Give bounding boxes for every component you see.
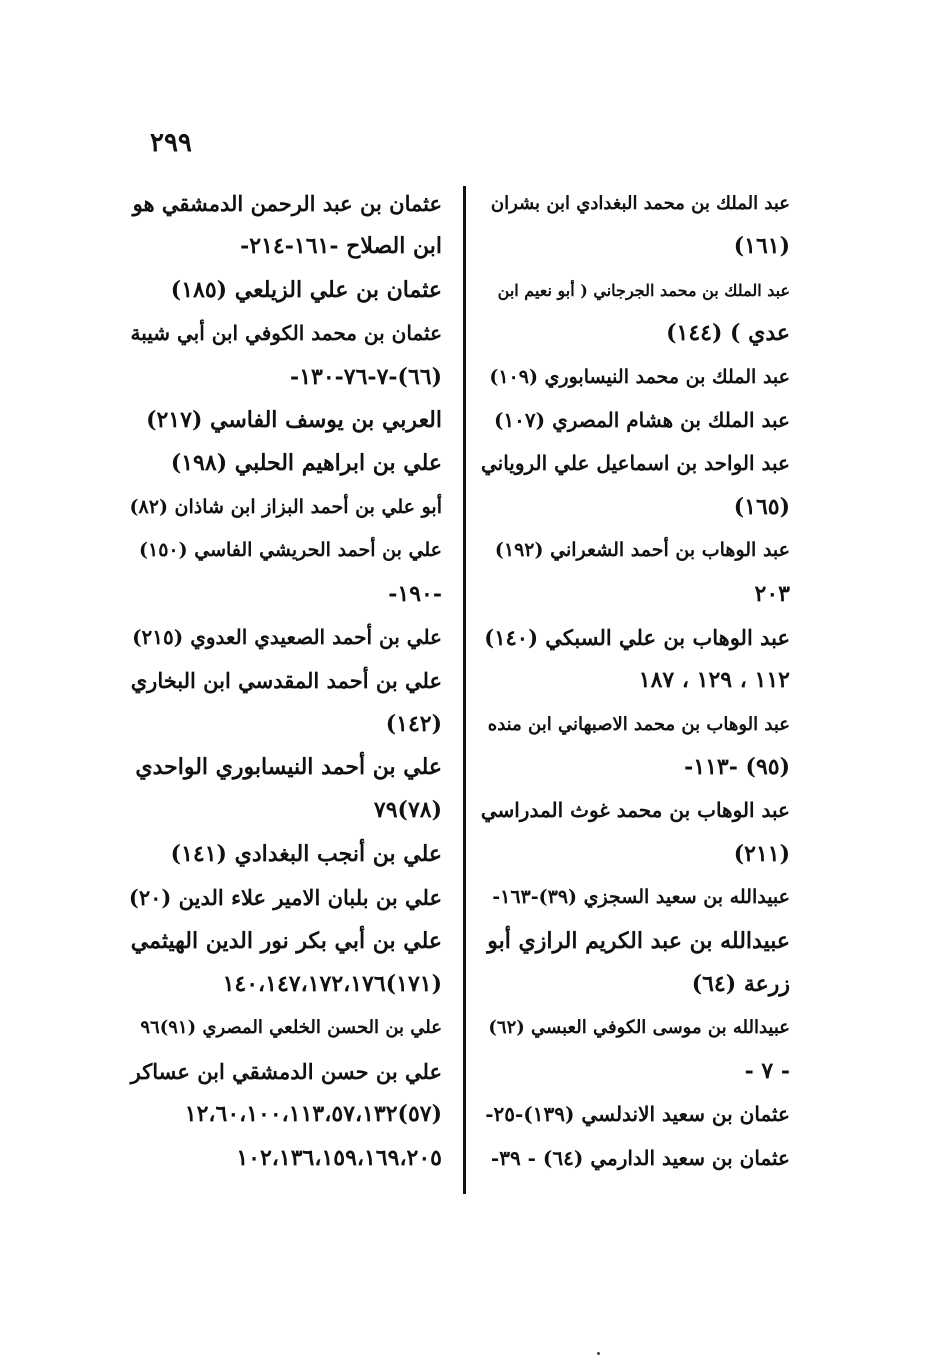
- index-entry-line: (١٤٢): [385, 710, 442, 737]
- index-entry-line: عبد الوهاب بن محمد غوث المدراسي: [480, 798, 790, 823]
- index-entry-line: أبو علي بن أحمد البزاز ابن شاذان (٨٢): [129, 495, 442, 518]
- index-entry-line: عبيدالله بن موسى الكوفي العبسي (٦٢): [488, 1017, 790, 1039]
- index-entry-line: (١٦٥): [733, 493, 790, 520]
- index-entry-line: علي بن حسن الدمشقي ابن عساكر: [130, 1058, 442, 1084]
- index-entry-line: عبد الوهاب بن علي السبكي (١٤٠): [484, 624, 790, 650]
- index-entry-line: عبد الملك بن محمد البغدادي ابن بشران: [490, 193, 790, 214]
- index-entry-line: (١٦١): [733, 233, 790, 260]
- index-entry-line: - ٧ -: [744, 1057, 790, 1084]
- index-entry-line: عبد الواحد بن اسماعيل علي الروياني: [480, 451, 790, 476]
- index-entry-line: العربي بن يوسف الفاسي (٢١٧): [146, 406, 442, 433]
- index-entry-line: عبد الملك بن هشام المصري (١٠٧): [493, 407, 790, 432]
- index-entry-line: علي بن الحسن الخلعي المصري (٩١)٩٦: [140, 1017, 442, 1039]
- index-entry-line: عثمان بن محمد الكوفي ابن أبي شيبة: [130, 321, 442, 346]
- index-entry-line: ١٠٢،١٣٦،١٥٩،١٦٩،٢٠٥: [236, 1144, 442, 1171]
- index-entry-line: (٧٨)٧٩: [373, 797, 442, 824]
- index-entry-line: عدي ) (١٤٤): [666, 320, 790, 347]
- index-entry-line: عبد الملك بن محمد الجرجاني ( أبو نعيم ابن: [497, 280, 790, 300]
- index-entry-line: علي بن أحمد الحريشي الفاسي (١٥٠): [139, 539, 442, 562]
- index-entry-line: ٢٠٣: [754, 580, 790, 607]
- index-entry-line: (١٧١)١٤٠،١٤٧،١٧٢،١٧٦: [222, 971, 442, 998]
- page-number: ٢٩٩: [150, 128, 192, 158]
- index-column-left: [128, 182, 442, 1180]
- index-entry-line: (٢١١): [733, 840, 790, 867]
- index-entry-line: زرعة (٦٤): [691, 971, 790, 998]
- index-entry-line: عثمان بن سعيد الاندلسي (١٣٩)-٢٥-: [485, 1102, 790, 1127]
- index-entry-line: علي بن ابراهيم الحلبي (١٩٨): [170, 450, 442, 477]
- page-speck: [597, 1352, 600, 1355]
- index-entry-line: عبد الملك بن محمد النيسابوري (١٠٩): [489, 365, 790, 388]
- index-entry-line: علي بن أحمد النيسابوري الواحدي: [135, 754, 442, 781]
- index-entry-line: (٥٧)١٢،٦٠،١٠٠،١١٣،٥٧،١٣٢: [184, 1101, 442, 1128]
- index-entry-line: عثمان بن سعيد الدارمي (٦٤) - ٣٩-: [490, 1145, 790, 1170]
- index-column-right: [480, 182, 790, 1180]
- index-entry-line: (٩٥) -١١٣-: [684, 754, 790, 781]
- index-entry-line: علي بن بلبان الامير علاء الدين (٢٠): [128, 885, 442, 911]
- index-entry-line: عبد الوهاب بن محمد الاصبهاني ابن منده: [487, 713, 790, 735]
- index-entry-line: عبد الوهاب بن أحمد الشعراني (١٩٢): [494, 539, 790, 562]
- index-entry-line: عبيدالله بن سعيد السجزي (٣٩)-١٦٣-: [492, 886, 790, 909]
- column-divider: [463, 186, 466, 1194]
- index-entry-line: ١١٢ ، ١٢٩ ، ١٨٧: [638, 667, 790, 694]
- index-entry-line: عبيدالله بن عبد الكريم الرازي أبو: [487, 927, 790, 954]
- index-entry-line: علي بن أحمد الصعيدي العدوي (٢١٥): [132, 624, 442, 649]
- index-entry-line: -١٩٠-: [388, 580, 442, 607]
- index-entry-line: علي بن أنجب البغدادي (١٤١): [170, 840, 442, 867]
- index-entry-line: (٦٦)-٧-٧٦-١٣٠-: [290, 363, 442, 390]
- index-entry-line: علي بن أحمد المقدسي ابن البخاري: [130, 668, 442, 694]
- index-entry-line: عثمان بن علي الزيلعي (١٨٥): [170, 276, 442, 303]
- index-entry-line: علي بن أبي بكر نور الدين الهيثمي: [130, 927, 442, 954]
- index-entry-line: عثمان بن عبد الرحمن الدمشقي هو: [132, 191, 442, 216]
- index-entry-line: ابن الصلاح -١٦١-٢١٤-: [240, 233, 442, 260]
